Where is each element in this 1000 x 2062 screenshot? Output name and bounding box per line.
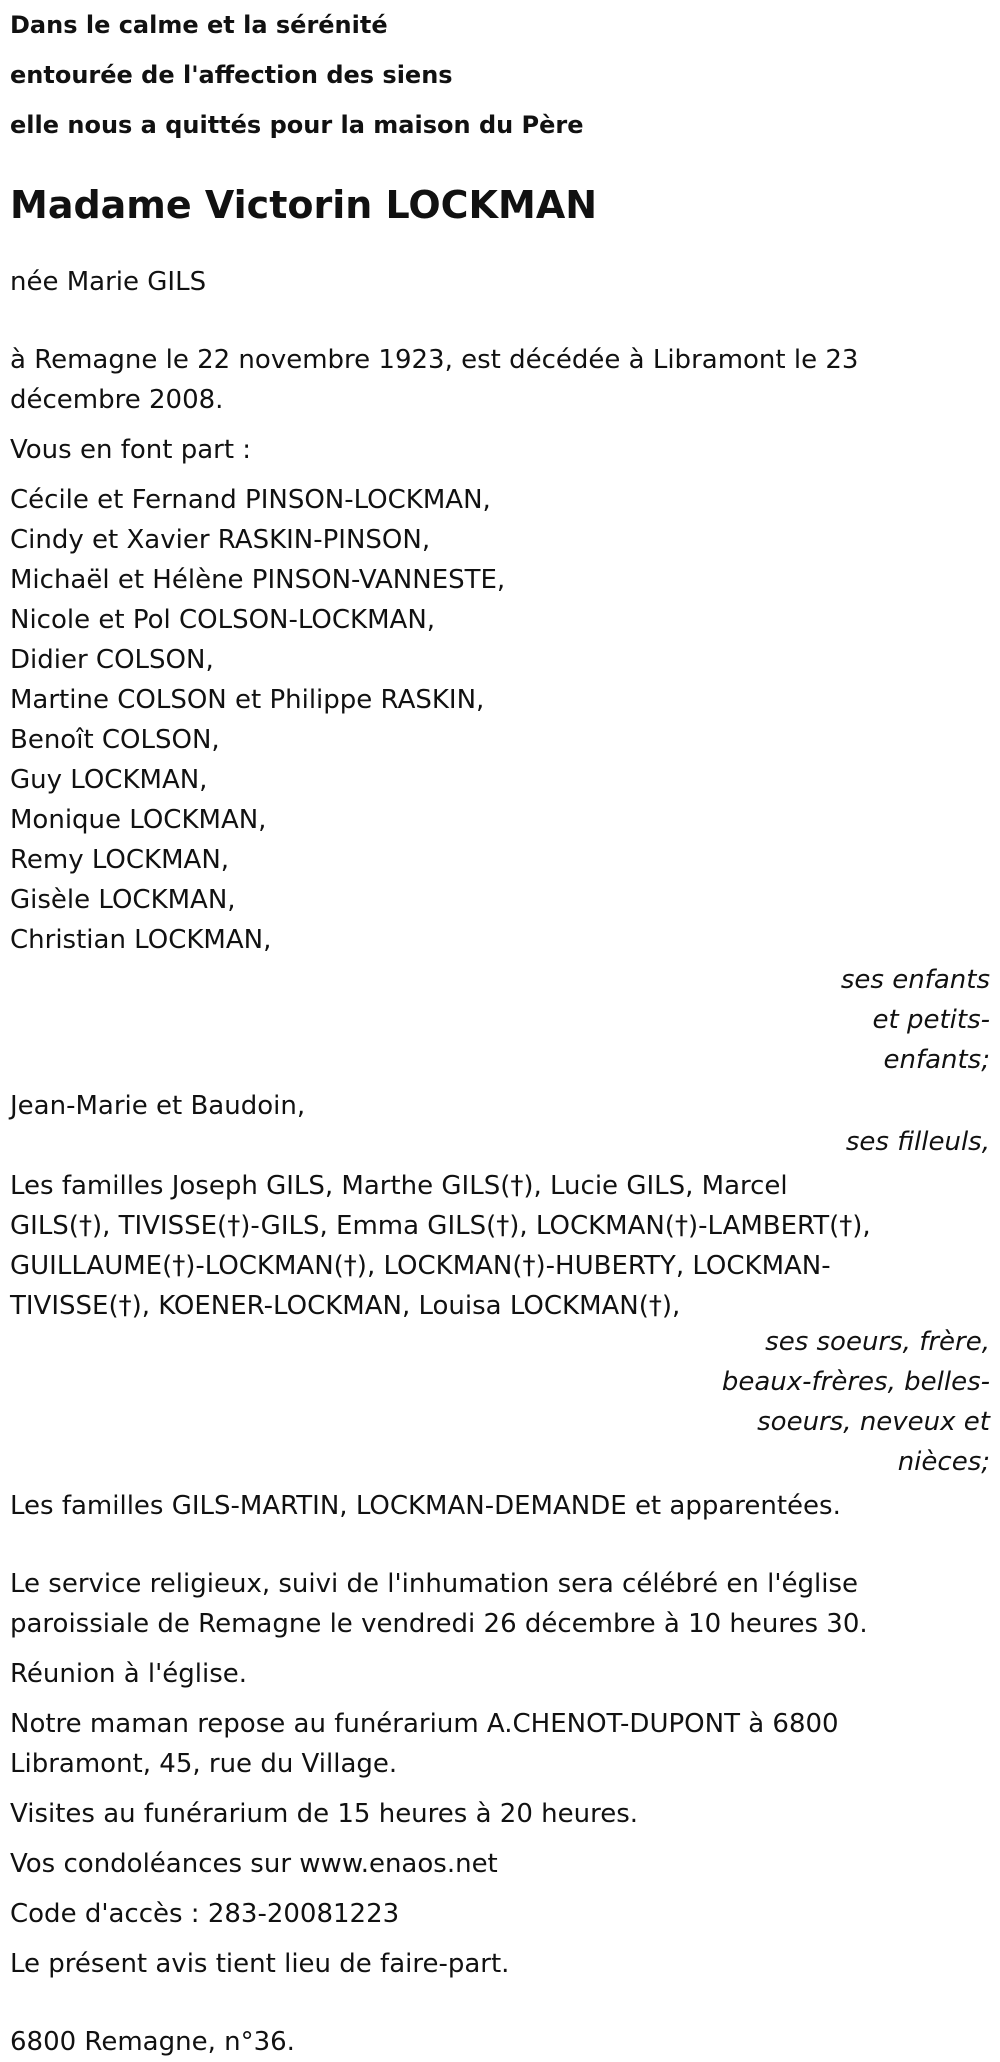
list-item: Cécile et Fernand PINSON-LOCKMAN, (10, 485, 491, 515)
list-item: Benoît COLSON, (10, 725, 220, 755)
intro (10, 0, 990, 140)
list-item: Martine COLSON et Philippe RASKIN, (10, 685, 485, 715)
list-item: Nicole et Pol COLSON-LOCKMAN, (10, 605, 436, 635)
meeting-info: Réunion à l'église. (10, 1659, 248, 1689)
announce: Vous en font part : (10, 435, 252, 465)
birth-name: née Marie GILS (10, 267, 207, 297)
related-families: Les familles GILS-MARTIN, LOCKMAN-DEMANDE et apparentées. (10, 1491, 841, 1521)
intro-line-1: Dans le calme et la sérénité (10, 11, 388, 39)
deceased-name: Madame Victorin LOCKMAN (10, 183, 598, 227)
address: 6800 Remagne, n°36. (10, 2027, 295, 2057)
intro-line-3: elle nous a quittés pour la maison du Père (10, 111, 584, 139)
families: Les familles Joseph GILS, Marthe GILS(†), Lucie GILS, Marcel GILS(†), TIVISSE(†)-GILS, Emma GILS(†), LOCKMAN(†)-LAMBERT(†), GUILLAUME(†)-LOCKMAN(†), LOCKMAN(†)-HUBERTY, LOCKMAN-TIVISSE(†), KOENER-LOCKMAN, Louisa LOCKMAN(†), (10, 1171, 871, 1321)
list-item: Cindy et Xavier RASKIN-PINSON, (10, 525, 431, 555)
access-code: Code d'accès : 283-20081223 (10, 1899, 400, 1929)
dates: à Remagne le 22 novembre 1923, est décédée à Libramont le 23 décembre 2008. (10, 345, 859, 415)
list-item: Gisèle LOCKMAN, (10, 885, 236, 915)
list-item: Christian LOCKMAN, (10, 925, 272, 955)
condolences-info: Vos condoléances sur www.enaos.net (10, 1849, 498, 1879)
godchildren: Jean-Marie et Baudoin, (10, 1091, 306, 1121)
list-item: Remy LOCKMAN, (10, 845, 230, 875)
list-item: Monique LOCKMAN, (10, 805, 267, 835)
families-role: ses soeurs, frère, beaux-frères, belles-soeurs, neveux et nièces; (721, 1327, 990, 1477)
visits-info: Visites au funérarium de 15 heures à 20 heures. (10, 1799, 639, 1829)
service-info: Le service religieux, suivi de l'inhumation sera célébré en l'église paroissiale de Remagne le vendredi 26 décembre à 10 heures 30. (10, 1569, 868, 1639)
intro-line-2: entourée de l'affection des siens (10, 61, 453, 89)
list-item: Guy LOCKMAN, (10, 765, 208, 795)
godchildren-role: ses filleuls, (845, 1127, 990, 1157)
children-role: ses enfants et petits-enfants; (840, 965, 990, 1075)
funeral-home-info: Notre maman repose au funérarium A.CHENOT-DUPONT à 6800 Libramont, 45, rue du Village. (10, 1709, 839, 1779)
notice-text: Le présent avis tient lieu de faire-part. (10, 1949, 510, 1979)
list-item: Michaël et Hélène PINSON-VANNESTE, (10, 565, 506, 595)
children-list (10, 480, 990, 960)
list-item: Didier COLSON, (10, 645, 214, 675)
